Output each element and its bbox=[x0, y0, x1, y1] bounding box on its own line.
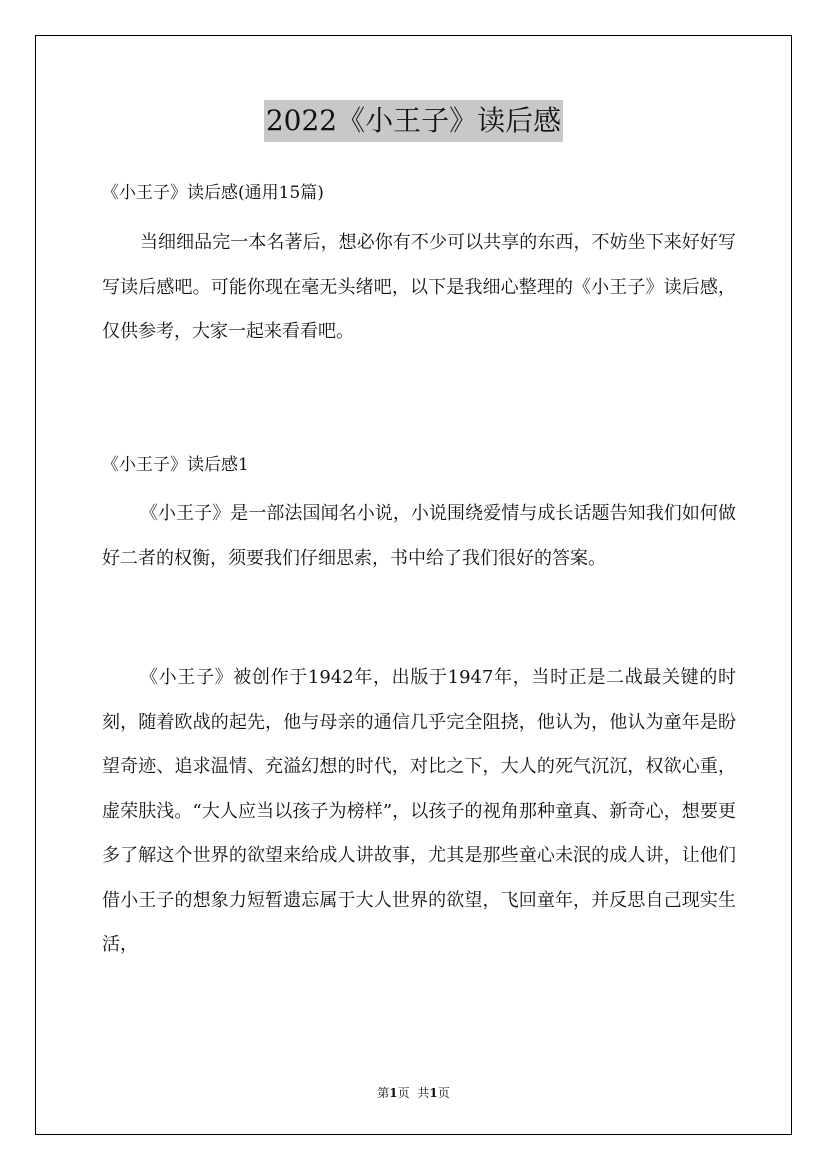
footer-page-prefix: 第 bbox=[377, 1086, 390, 1100]
document-subtitle: 《小王子》读后感(通用15篇) bbox=[102, 183, 324, 203]
body-paragraph-2: 《小王子》被创作于1942年，出版于1947年，当时正是二战最关键的时刻，随着欧战的起先，他与母亲的通信几乎完全阻挠，他认为，他认为童年是盼望奇迹、追求温情、充溢幻想的时代，对比之下，大人的死气沉沉，权欲心重，虚荣肤浅。“大人应当以孩子为榜样”，以孩子的视角那种童真、新奇心，想要更多了解这个世界的欲望来给成人讲故事，尤其是那些童心未泯的成人讲，让他们借小王子的想象力短暂遗忘属于大人世界的欲望，飞回童年，并反思自己现实生活， bbox=[102, 667, 736, 955]
title-container bbox=[0, 100, 827, 142]
body-paragraph-1: 《小王子》是一部法国闻名小说，小说围绕爱情与成长话题告知我们如何做好二者的权衡，须要我们仔细思索，书中给了我们很好的答案。 bbox=[102, 503, 736, 569]
footer-page-suffix: 页 bbox=[397, 1086, 410, 1100]
page-footer bbox=[0, 1085, 827, 1101]
intro-paragraph: 当细细品完一本名著后，想必你有不少可以共享的东西，不妨坐下来好好写写读后感吧。可能你现在毫无头绪吧，以下是我细心整理的《小王子》读后感，仅供参考，大家一起来看看吧。 bbox=[102, 232, 736, 342]
footer-total-suffix: 页 bbox=[437, 1086, 450, 1100]
footer-total-prefix: 共 bbox=[417, 1086, 430, 1100]
footer-page-number: 1 bbox=[389, 1086, 398, 1100]
document-title: 2022《小王子》读后感 bbox=[264, 100, 563, 142]
footer-total-number: 1 bbox=[429, 1086, 438, 1100]
section-heading: 《小王子》读后感1 bbox=[102, 455, 249, 475]
